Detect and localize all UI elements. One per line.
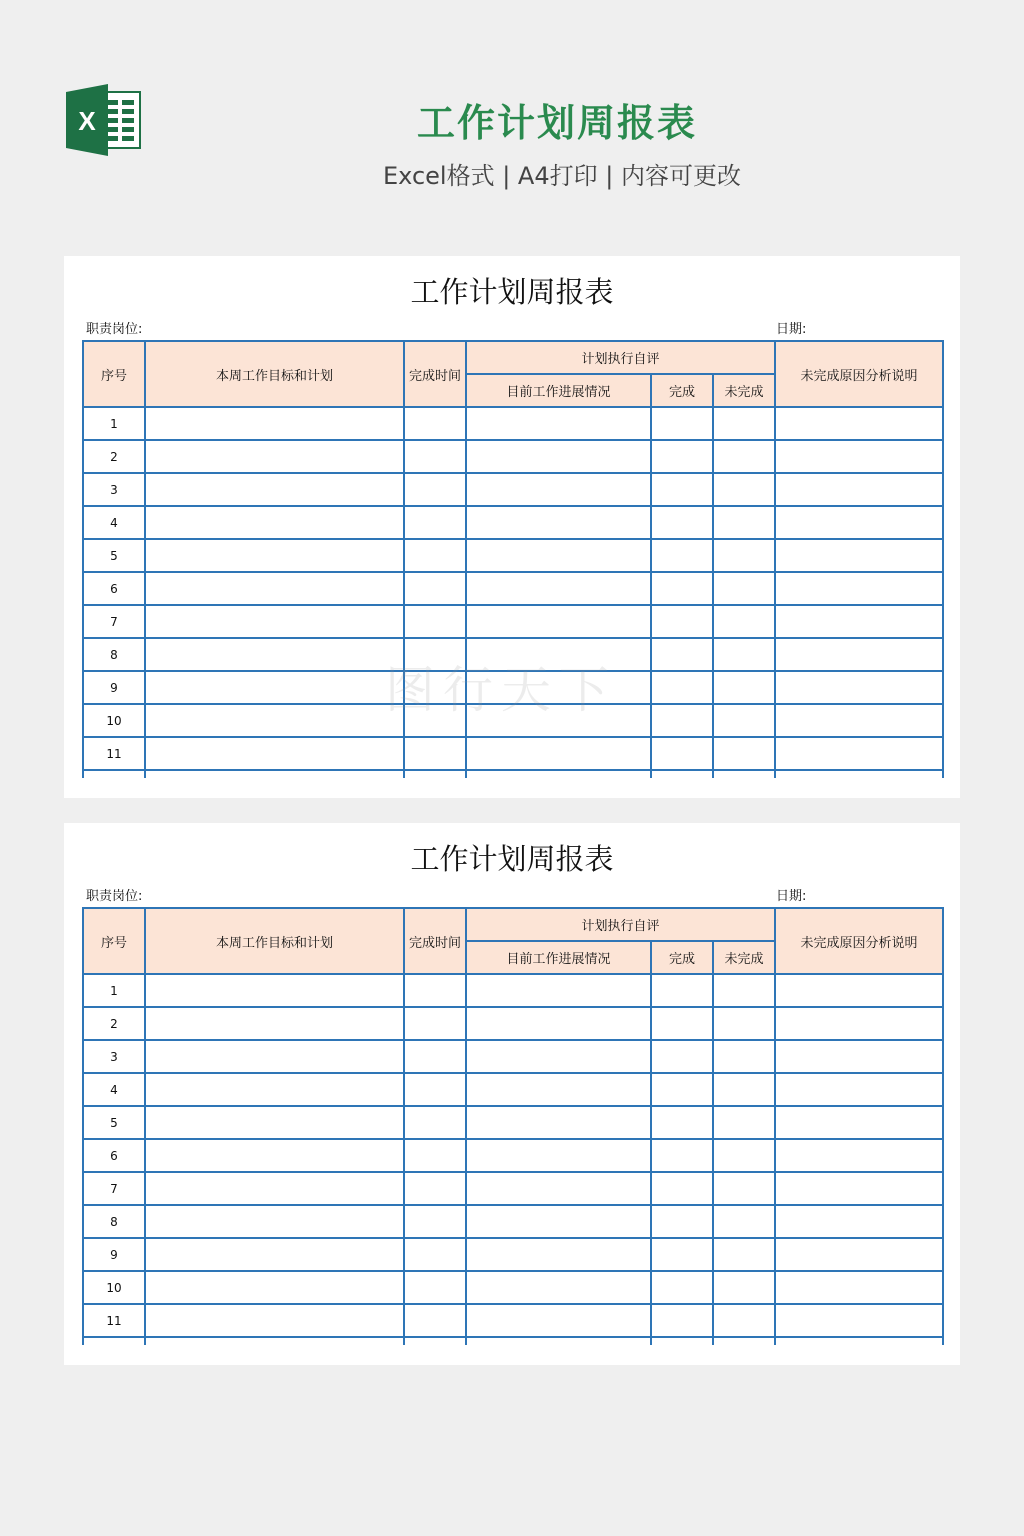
finish-time-cell[interactable] (404, 1139, 466, 1172)
row-number: 5 (83, 1106, 145, 1139)
table-row (83, 605, 943, 638)
report-sheet (64, 256, 960, 798)
sheet-title: 工作计划周报表 (410, 275, 614, 309)
done-cell[interactable] (651, 1304, 713, 1337)
not-done-cell[interactable] (713, 473, 775, 506)
not-done-cell[interactable] (713, 605, 775, 638)
table-row (83, 1205, 943, 1238)
col-header-reason: 未完成原因分析说明 (775, 908, 943, 974)
partial-cell (83, 770, 145, 778)
progress-cell[interactable] (466, 539, 651, 572)
row-number: 7 (83, 605, 145, 638)
progress-cell[interactable] (466, 1172, 651, 1205)
col-header-seq: 序号 (83, 908, 145, 974)
partial-cell (651, 1337, 713, 1345)
position-label: 职责岗位: (86, 322, 143, 337)
table-row (83, 1040, 943, 1073)
goal-cell[interactable] (145, 1205, 404, 1238)
col-header-goal: 本周工作目标和计划 (145, 341, 404, 407)
row-number: 6 (83, 572, 145, 605)
goal-cell[interactable] (145, 1304, 404, 1337)
not-done-cell[interactable] (713, 1172, 775, 1205)
finish-time-cell[interactable] (404, 473, 466, 506)
goal-cell[interactable] (145, 1238, 404, 1271)
done-cell[interactable] (651, 704, 713, 737)
reason-cell[interactable] (775, 1040, 943, 1073)
reason-cell[interactable] (775, 440, 943, 473)
not-done-cell[interactable] (713, 737, 775, 770)
finish-time-cell[interactable] (404, 1073, 466, 1106)
progress-cell[interactable] (466, 638, 651, 671)
reason-cell[interactable] (775, 407, 943, 440)
progress-cell[interactable] (466, 605, 651, 638)
not-done-cell[interactable] (713, 1271, 775, 1304)
not-done-cell[interactable] (713, 1238, 775, 1271)
finish-time-cell[interactable] (404, 1106, 466, 1139)
done-cell[interactable] (651, 1205, 713, 1238)
col-header-done: 完成 (651, 941, 713, 974)
reason-cell[interactable] (775, 539, 943, 572)
page-title: 工作计划周报表 (416, 101, 697, 145)
not-done-cell[interactable] (713, 1073, 775, 1106)
goal-cell[interactable] (145, 539, 404, 572)
goal-cell[interactable] (145, 974, 404, 1007)
row-number: 3 (83, 473, 145, 506)
table-row-partial (83, 1337, 943, 1345)
progress-cell[interactable] (466, 671, 651, 704)
col-header-seq: 序号 (83, 341, 145, 407)
done-cell[interactable] (651, 974, 713, 1007)
col-header-reason: 未完成原因分析说明 (775, 341, 943, 407)
row-number: 9 (83, 1238, 145, 1271)
table-row (83, 1304, 943, 1337)
row-number: 10 (83, 1271, 145, 1304)
not-done-cell[interactable] (713, 407, 775, 440)
col-header-finish-time: 完成时间 (404, 908, 466, 974)
reason-cell[interactable] (775, 638, 943, 671)
finish-time-cell[interactable] (404, 440, 466, 473)
reason-cell[interactable] (775, 671, 943, 704)
date-label: 日期: (776, 322, 807, 337)
col-header-finish-time: 完成时间 (404, 341, 466, 407)
progress-cell[interactable] (466, 1271, 651, 1304)
row-number: 6 (83, 1139, 145, 1172)
done-cell[interactable] (651, 737, 713, 770)
col-header-progress: 目前工作进展情况 (466, 374, 651, 407)
col-header-self-eval: 计划执行自评 (466, 908, 775, 941)
reason-cell[interactable] (775, 1271, 943, 1304)
finish-time-cell[interactable] (404, 605, 466, 638)
table-row (83, 1007, 943, 1040)
finish-time-cell[interactable] (404, 737, 466, 770)
row-number: 9 (83, 671, 145, 704)
page-header (0, 0, 1024, 240)
done-cell[interactable] (651, 539, 713, 572)
reason-cell[interactable] (775, 506, 943, 539)
goal-cell[interactable] (145, 572, 404, 605)
reason-cell[interactable] (775, 605, 943, 638)
goal-cell[interactable] (145, 1271, 404, 1304)
not-done-cell[interactable] (713, 974, 775, 1007)
row-number: 2 (83, 440, 145, 473)
progress-cell[interactable] (466, 1304, 651, 1337)
goal-cell[interactable] (145, 1007, 404, 1040)
progress-cell[interactable] (466, 737, 651, 770)
partial-cell (775, 770, 943, 778)
done-cell[interactable] (651, 671, 713, 704)
not-done-cell[interactable] (713, 1106, 775, 1139)
reason-cell[interactable] (775, 1304, 943, 1337)
done-cell[interactable] (651, 1271, 713, 1304)
done-cell[interactable] (651, 605, 713, 638)
partial-cell (775, 1337, 943, 1345)
date-label: 日期: (776, 889, 807, 904)
finish-time-cell[interactable] (404, 974, 466, 1007)
table-row (83, 572, 943, 605)
done-cell[interactable] (651, 1007, 713, 1040)
partial-cell (145, 770, 404, 778)
col-header-self-eval: 计划执行自评 (466, 341, 775, 374)
table-row (83, 473, 943, 506)
goal-cell[interactable] (145, 1073, 404, 1106)
row-number: 10 (83, 704, 145, 737)
progress-cell[interactable] (466, 572, 651, 605)
goal-cell[interactable] (145, 407, 404, 440)
progress-cell[interactable] (466, 704, 651, 737)
position-label: 职责岗位: (86, 889, 143, 904)
table-row (83, 638, 943, 671)
col-header-not-done: 未完成 (713, 374, 775, 407)
progress-cell[interactable] (466, 1040, 651, 1073)
page-subtitle: Excel格式 | A4打印 | 内容可更改 (383, 162, 741, 190)
finish-time-cell[interactable] (404, 638, 466, 671)
finish-time-cell[interactable] (404, 539, 466, 572)
reason-cell[interactable] (775, 1073, 943, 1106)
goal-cell[interactable] (145, 473, 404, 506)
row-number: 5 (83, 539, 145, 572)
row-number: 4 (83, 506, 145, 539)
reason-cell[interactable] (775, 704, 943, 737)
row-number: 11 (83, 1304, 145, 1337)
done-cell[interactable] (651, 572, 713, 605)
done-cell[interactable] (651, 440, 713, 473)
not-done-cell[interactable] (713, 1007, 775, 1040)
report-sheet (64, 823, 960, 1365)
row-number: 2 (83, 1007, 145, 1040)
reason-cell[interactable] (775, 1106, 943, 1139)
col-header-done: 完成 (651, 374, 713, 407)
goal-cell[interactable] (145, 638, 404, 671)
finish-time-cell[interactable] (404, 1238, 466, 1271)
table-row (83, 671, 943, 704)
progress-cell[interactable] (466, 1205, 651, 1238)
done-cell[interactable] (651, 1238, 713, 1271)
not-done-cell[interactable] (713, 671, 775, 704)
progress-cell[interactable] (466, 473, 651, 506)
not-done-cell[interactable] (713, 638, 775, 671)
not-done-cell[interactable] (713, 1139, 775, 1172)
finish-time-cell[interactable] (404, 407, 466, 440)
reason-cell[interactable] (775, 1238, 943, 1271)
table-row (83, 1106, 943, 1139)
table-row (83, 1172, 943, 1205)
goal-cell[interactable] (145, 1040, 404, 1073)
reason-cell[interactable] (775, 572, 943, 605)
report-table (82, 340, 944, 778)
reason-cell[interactable] (775, 1205, 943, 1238)
table-row-partial (83, 770, 943, 778)
finish-time-cell[interactable] (404, 704, 466, 737)
partial-cell (466, 1337, 651, 1345)
done-cell[interactable] (651, 1139, 713, 1172)
not-done-cell[interactable] (713, 572, 775, 605)
table-row (83, 1073, 943, 1106)
progress-cell[interactable] (466, 440, 651, 473)
goal-cell[interactable] (145, 440, 404, 473)
row-number: 11 (83, 737, 145, 770)
row-number: 1 (83, 407, 145, 440)
col-header-progress: 目前工作进展情况 (466, 941, 651, 974)
progress-cell[interactable] (466, 1073, 651, 1106)
finish-time-cell[interactable] (404, 1304, 466, 1337)
table-row (83, 506, 943, 539)
finish-time-cell[interactable] (404, 1271, 466, 1304)
not-done-cell[interactable] (713, 539, 775, 572)
done-cell[interactable] (651, 1040, 713, 1073)
goal-cell[interactable] (145, 737, 404, 770)
goal-cell[interactable] (145, 671, 404, 704)
finish-time-cell[interactable] (404, 671, 466, 704)
not-done-cell[interactable] (713, 440, 775, 473)
done-cell[interactable] (651, 1106, 713, 1139)
partial-cell (83, 1337, 145, 1345)
table-row (83, 974, 943, 1007)
row-number: 8 (83, 1205, 145, 1238)
table-row (83, 407, 943, 440)
report-table (82, 907, 944, 1345)
not-done-cell[interactable] (713, 1040, 775, 1073)
goal-cell[interactable] (145, 1139, 404, 1172)
partial-cell (466, 770, 651, 778)
reason-cell[interactable] (775, 473, 943, 506)
table-row (83, 1238, 943, 1271)
row-number: 8 (83, 638, 145, 671)
goal-cell[interactable] (145, 704, 404, 737)
progress-cell[interactable] (466, 974, 651, 1007)
goal-cell[interactable] (145, 605, 404, 638)
table-row (83, 737, 943, 770)
finish-time-cell[interactable] (404, 1172, 466, 1205)
not-done-cell[interactable] (713, 1205, 775, 1238)
done-cell[interactable] (651, 407, 713, 440)
partial-cell (145, 1337, 404, 1345)
progress-cell[interactable] (466, 1106, 651, 1139)
finish-time-cell[interactable] (404, 506, 466, 539)
goal-cell[interactable] (145, 1172, 404, 1205)
done-cell[interactable] (651, 638, 713, 671)
progress-cell[interactable] (466, 1007, 651, 1040)
not-done-cell[interactable] (713, 704, 775, 737)
partial-cell (713, 770, 775, 778)
col-header-not-done: 未完成 (713, 941, 775, 974)
progress-cell[interactable] (466, 506, 651, 539)
table-row (83, 1139, 943, 1172)
reason-cell[interactable] (775, 974, 943, 1007)
done-cell[interactable] (651, 1073, 713, 1106)
partial-cell (404, 770, 466, 778)
table-row (83, 1271, 943, 1304)
progress-cell[interactable] (466, 407, 651, 440)
sheet-title: 工作计划周报表 (410, 842, 614, 876)
not-done-cell[interactable] (713, 506, 775, 539)
done-cell[interactable] (651, 506, 713, 539)
reason-cell[interactable] (775, 1172, 943, 1205)
table-row (83, 704, 943, 737)
finish-time-cell[interactable] (404, 1205, 466, 1238)
finish-time-cell[interactable] (404, 1040, 466, 1073)
goal-cell[interactable] (145, 506, 404, 539)
reason-cell[interactable] (775, 1007, 943, 1040)
reason-cell[interactable] (775, 1139, 943, 1172)
finish-time-cell[interactable] (404, 572, 466, 605)
table-row (83, 539, 943, 572)
partial-cell (651, 770, 713, 778)
goal-cell[interactable] (145, 1106, 404, 1139)
row-number: 4 (83, 1073, 145, 1106)
partial-cell (404, 1337, 466, 1345)
partial-cell (713, 1337, 775, 1345)
done-cell[interactable] (651, 473, 713, 506)
svg-text:X: X (78, 106, 96, 136)
progress-cell[interactable] (466, 1139, 651, 1172)
col-header-goal: 本周工作目标和计划 (145, 908, 404, 974)
progress-cell[interactable] (466, 1238, 651, 1271)
row-number: 3 (83, 1040, 145, 1073)
done-cell[interactable] (651, 1172, 713, 1205)
finish-time-cell[interactable] (404, 1007, 466, 1040)
row-number: 7 (83, 1172, 145, 1205)
reason-cell[interactable] (775, 737, 943, 770)
row-number: 1 (83, 974, 145, 1007)
not-done-cell[interactable] (713, 1304, 775, 1337)
table-row (83, 440, 943, 473)
